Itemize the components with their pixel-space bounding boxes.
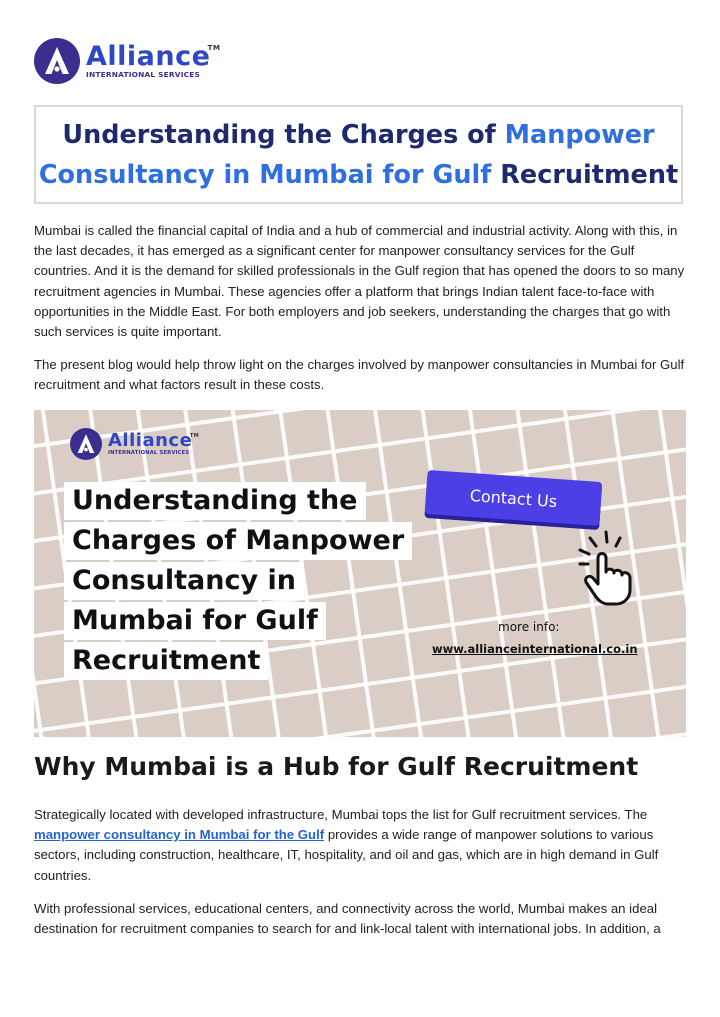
hero-title-line-5: Recruitment: [64, 642, 268, 680]
page-title: [36, 115, 681, 195]
title-part-3: Recruitment: [491, 159, 679, 190]
logo-subtitle: INTERNATIONAL SERVICES: [86, 70, 201, 80]
section-paragraph-1: [34, 805, 686, 886]
hero-logo-a-icon: [70, 428, 102, 460]
hero-title-line-1: Understanding the: [64, 482, 366, 520]
intro-paragraph-1: Mumbai is called the financial capital of India and a hub of commercial and industrial activity. Along with this, in the last decades, it has emerged as a significant center for manpower consultancy services for the Gulf countries. And it is the demand for skilled professionals in the Gulf region that has opened the doors to so many recruitment agencies in Mumbai. These agencies offer a platform that brings Indian talent face-to-face with opportunities in the Middle East. For both employers and job seekers, understanding the charges that go with such services is quite important.: [34, 223, 685, 340]
more-info-label: more info:: [498, 620, 560, 634]
intro-paragraph-2: The present blog would help throw light on the charges involved by manpower consultancies in Mumbai for Gulf recruitment and what factors result in these costs.: [34, 357, 685, 393]
logo-trademark: TM: [207, 44, 221, 53]
title-highlight: Manpower Consultancy in Mumbai for Gulf: [38, 119, 655, 190]
title-part-1: Understanding the Charges of: [62, 119, 505, 150]
header-logo[interactable]: [34, 38, 221, 84]
hero-logo: [70, 428, 200, 460]
section-paragraph-2: With professional services, educational centers, and connectivity across the world, Mumbai makes an ideal destination for recruitment companies to search for and link-local talent with international jobs. In addition, a: [34, 901, 661, 937]
website-link[interactable]: www.allianceinternational.co.in: [432, 642, 638, 656]
contact-us-button[interactable]: Contact Us: [425, 470, 603, 526]
manpower-consultancy-link[interactable]: manpower consultancy in Mumbai for the Gulf: [34, 827, 325, 843]
hero-logo-subtitle: INTERNATIONAL SERVICES: [108, 449, 190, 456]
logo-brand-text: Alliance: [86, 41, 211, 73]
hero-title-line-2: Charges of Manpower: [64, 522, 412, 560]
section-heading: Why Mumbai is a Hub for Gulf Recruitment: [34, 752, 639, 781]
hero-logo-trademark: TM: [189, 432, 200, 439]
hero-logo-brand: Alliance: [108, 429, 193, 451]
section-p1-before: Strategically located with developed infrastructure, Mumbai tops the list for Gulf recruitment services. The: [34, 807, 648, 822]
hero-banner: [34, 410, 686, 737]
hero-title-line-3: Consultancy in: [64, 562, 304, 600]
title-box: [34, 105, 683, 204]
hero-title-line-4: Mumbai for Gulf: [64, 602, 326, 640]
pointer-hand-icon: [572, 524, 644, 606]
section-p1-after: provides a wide range of manpower solutions to various sectors, including construction, healthcare, IT, hospitality, and oil and gas, which are in high demand in Gulf countries.: [34, 827, 659, 883]
logo-a-icon: [34, 38, 80, 84]
